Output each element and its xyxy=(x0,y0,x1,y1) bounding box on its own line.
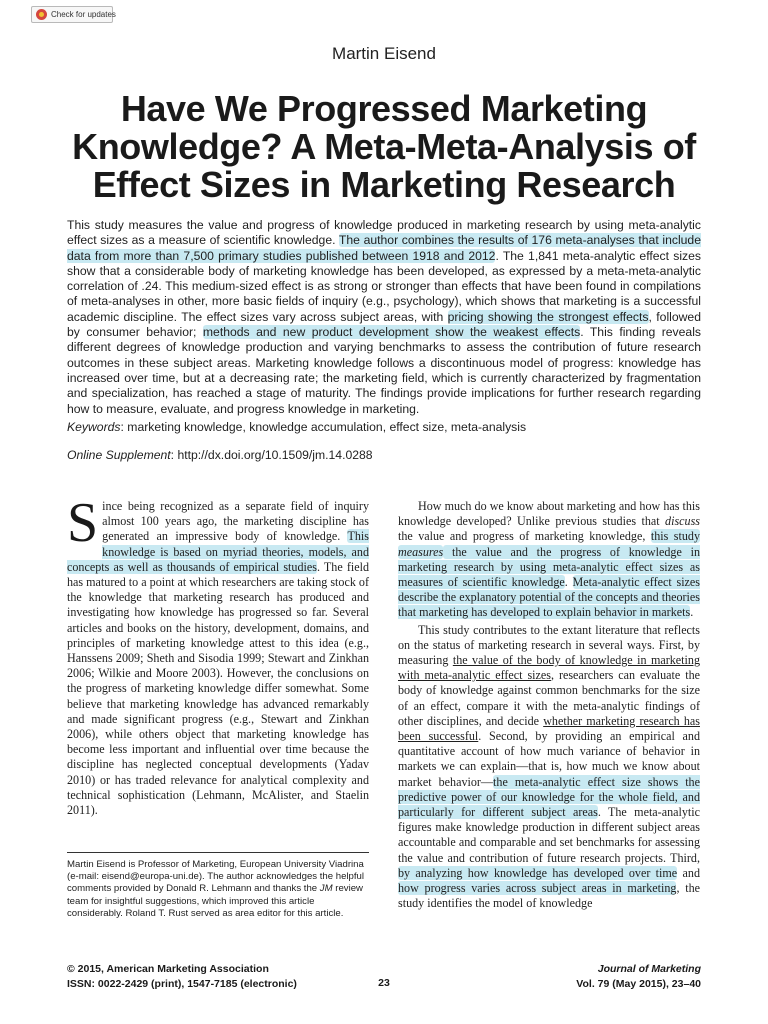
keywords-label: Keywords xyxy=(67,420,121,434)
body-text: , the study identifies the model of knowledge xyxy=(398,881,700,911)
author-name: Martin Eisend xyxy=(332,44,436,63)
body-text: . xyxy=(690,605,694,620)
body-text: . The meta-analytic figures make knowledge production in different subject areas accountable and comparable and set benchmarks for assessing the value and contribution of future research projects. Third, xyxy=(398,805,700,865)
abstract-text: . The 1,841 meta-analytic effect sizes show that a considerable body of marketing knowledge has been developed, as expressed by a meta-meta-analytic correlation of .24. This medium-sized effect is as strong or stronger than effects that have been found in compilations of meta-analyses in other, more basic fields of inquiry (e.g., psychology), which shows that marketing is a successful academic discipline. The effect sizes vary across subject areas, with xyxy=(67,248,701,324)
abstract-highlight: The author combines the results of 176 meta-analyses that include data from more than 7,500 primary studies published between 1918 and 2012 xyxy=(67,233,701,263)
volume-info: Vol. 79 (May 2015), 23–40 xyxy=(576,978,701,990)
body-underline: whether marketing research has been successful xyxy=(398,713,700,744)
issn: ISSN: 0022-2429 (print), 1547-7185 (electronic) xyxy=(67,978,297,990)
online-supplement-link[interactable]: : http://dx.doi.org/10.1509/jm.14.0288 xyxy=(170,448,373,462)
online-supplement-label: Online Supplement xyxy=(67,448,171,462)
body-paragraph xyxy=(398,499,700,621)
page-number: 23 xyxy=(378,977,390,989)
body-highlight: Meta-analytic effect sizes describe the explanatory potential of the concepts and theories that marketing has developed to explain behavior in markets xyxy=(398,575,700,620)
footnote-divider xyxy=(67,852,369,853)
article-title: Have We Progressed Marketing Knowledge? A Meta-Meta-Analysis of Effect Sizes in Marketing Research xyxy=(72,88,696,205)
abstract-highlight: pricing showing the strongest effects xyxy=(447,309,649,324)
body-text: ince being recognized as a separate field of inquiry almost 100 years ago, the marketing discipline has generated an impressive body of knowledge. xyxy=(102,499,369,544)
body-text: . The field has matured to a point at which researchers are taking stock of the knowledge that marketing research has produced and investigating how knowledge has progressed so far. Several articles and books on the history, development, domains, and principles of marketing knowledge attest to this idea (e.g., Hanssens 2009; Sheth and Sisodia 1999; Stewart and Zinkhan 2006; Wilkie and Moore 2003). However, the conclusions on the progress of marketing knowledge differ somewhat. Some believe that marketing knowledge has advanced remarkably and made significant progress (e.g., Stewart and Zinkhan 2006), while others object that marketing knowledge has become less important and influential over time because the discipline has neglected conceptual developments (Yadav 2010) or has traded relevance for analytical complexity and technical sophistication (Lehmann, McAlister, and Staelin 2011). xyxy=(67,559,369,818)
body-text: the value and progress of marketing knowledge, xyxy=(398,529,651,544)
online-supplement-line xyxy=(67,448,701,462)
body-underline: the value of the body of knowledge in marketing with meta-analytic effect sizes xyxy=(398,653,700,683)
check-for-updates-label: Check for updates xyxy=(51,10,116,19)
left-column xyxy=(67,492,369,818)
body-highlight: by analyzing how knowledge has developed over time xyxy=(398,865,678,880)
copyright: © 2015, American Marketing Association xyxy=(67,963,269,975)
keywords-line xyxy=(67,420,701,434)
author-footnote xyxy=(67,859,369,920)
body-paragraph xyxy=(67,492,369,818)
abstract-text: . This finding reveals different degrees of knowledge production and varying benchmarks to assess the contribution of future research outcomes in these subject areas. Marketing knowledge follows a discontinuous model of progress: knowledge has increased over time, but at a decreasing rate; the marketing field, which is currently characterized by fragmentation and specialization, has reached a stage of maturity. The findings provide implications for further research regarding how to measure, evaluate, and progress knowledge in marketing. xyxy=(67,325,701,416)
body-emphasis: discuss xyxy=(665,514,700,529)
body-highlight: the meta-analytic effect size shows the predictive power of our knowledge for the whole field, and particularly for different subject areas xyxy=(398,774,700,820)
body-text: . xyxy=(564,575,573,590)
body-text: , researchers can evaluate the body of knowledge against common benchmarks for the size of an effect, compare it with the meta-analytic findings of other disciplines, and decide xyxy=(398,668,701,728)
body-text: . Second, by providing an empirical and quantitative account of how much variance of behavior in markets we can explain—that is, how much we know about market behavior— xyxy=(398,729,701,789)
footnote-text: Martin Eisend is Professor of Marketing, European University Viadrina (e-mail: eisend@europa-uni.de). The author acknowledges the helpful comments provided by Donald R. Lehmann and thanks the xyxy=(67,859,365,895)
footnote-journal-abbrev: JM xyxy=(319,883,333,895)
footnote-text: review team for insightful suggestions, which improved this article considerably. Roland T. Rust served as area editor for this article. xyxy=(67,883,363,919)
right-column xyxy=(398,499,700,911)
abstract-text: , followed by consumer behavior; xyxy=(67,309,701,340)
keywords-text: : marketing knowledge, knowledge accumulation, effect size, meta-analysis xyxy=(120,420,527,434)
body-paragraph xyxy=(398,623,700,912)
body-text: How much do we know about marketing and how has this knowledge developed? Unlike previous studies that xyxy=(398,499,700,529)
body-text: and xyxy=(677,865,700,880)
footer-right xyxy=(576,962,701,992)
abstract-highlight: methods and new product development show the weakest effects xyxy=(202,325,581,340)
journal-name: Journal of Marketing xyxy=(597,963,701,975)
drop-cap: S xyxy=(67,492,99,554)
body-text: This study contributes to the extant literature that reflects on the status of marketing research in several ways. First, by measuring xyxy=(398,622,700,668)
body-highlight: this study xyxy=(650,529,700,544)
crossmark-icon xyxy=(36,9,47,20)
check-for-updates-button[interactable] xyxy=(31,6,116,23)
body-highlight-emphasis: measures xyxy=(398,544,444,559)
body-highlight: This knowledge is based on myriad theories, models, and concepts as well as thousands of empirical studies xyxy=(67,529,369,574)
abstract xyxy=(67,218,701,417)
abstract-text: This study measures the value and progress of knowledge produced in marketing research by using meta-analytic effect sizes as a measure of scientific knowledge. xyxy=(67,218,701,248)
body-highlight: the value and the progress of knowledge in marketing research by using meta-analytic effect sizes as measures of scientific knowledge xyxy=(398,544,700,590)
body-highlight: how progress varies across subject areas in marketing xyxy=(398,881,677,896)
